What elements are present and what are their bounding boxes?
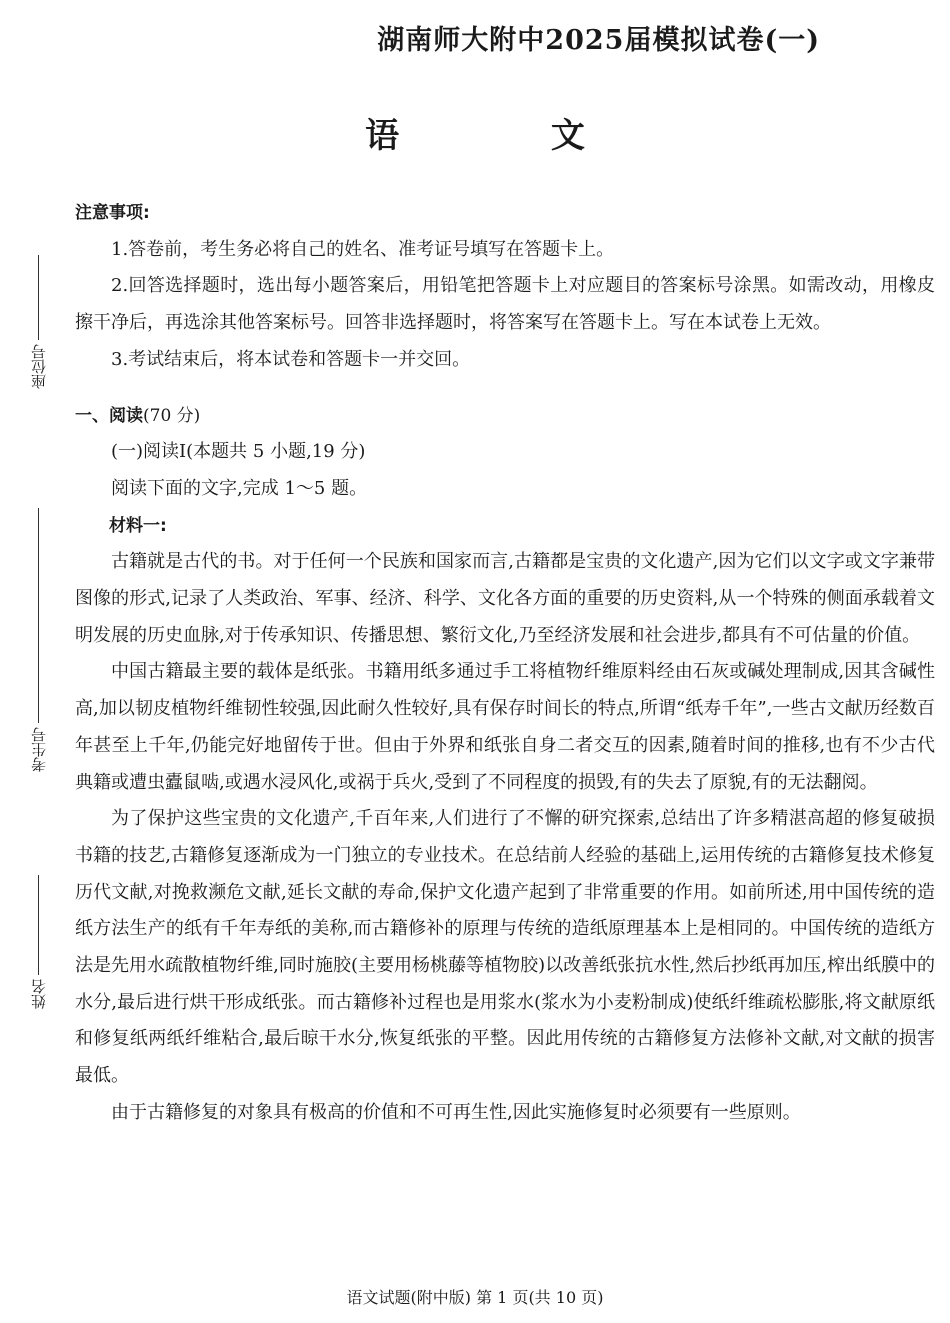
exam-id-field	[28, 508, 48, 772]
notice-item-2: 2.回答选择题时，选出每小题答案后，用铅笔把答题卡上对应题目的答案标号涂黑。如需改动，用橡皮擦干净后，再选涂其他答案标号。回答非选择题时，将答案写在答题卡上。写在本试卷上无效。	[75, 275, 935, 334]
paragraph-2: 中国古籍最主要的载体是纸张。书籍用纸多通过手工将植物纤维原料经由石灰或碱处理制成,因其含碱性高,加以韧皮植物纤维韧性较强,因此耐久性较好,具有保存时间长的特点,所谓“纸寿千年”,一些古文献历经数百年甚至上千年,仍能完好地留传于世。但由于外界和纸张自身二者交互的因素,随着时间的推移,也有不少古代典籍或遭虫蠹鼠啮,或遇水浸风化,或祸于兵火,受到了不同程度的损毁,有的失去了原貌,有的无法翻阅。	[75, 661, 935, 793]
reading-instruction: 阅读下面的文字,完成 1～5 题。	[111, 477, 368, 499]
material-label: 材料一:	[109, 515, 167, 536]
paragraph-1: 古籍就是古代的书。对于任何一个民族和国家而言,古籍都是宝贵的文化遗产,因为它们以文字或文字兼带图像的形式,记录了人类政治、军事、经济、科学、文化各方面的重要的历史资料,从一个特殊的侧面承载着文明发展的历史血脉,对于传承知识、传播思想、繁衍文化,乃至经济发展和社会进步,都具有不可估量的价值。	[75, 551, 935, 646]
notice-item-3: 3.考试结束后，将本试卷和答题卡一并交回。	[111, 348, 471, 370]
section-score: (70 分)	[143, 405, 201, 426]
sub-section-heading: (一)阅读Ⅰ(本题共 5 小题,19 分)	[111, 441, 366, 463]
paragraph-3: 为了保护这些宝贵的文化遗产,千百年来,人们进行了不懈的研究探索,总结出了许多精湛高超的修复破损书籍的技艺,古籍修复逐渐成为一门独立的专业技术。在总结前人经验的基础上,运用传统的古籍修复技术修复历代文献,对挽救濒危文献,延长文献的寿命,保护文化遗产起到了非常重要的作用。如前所述,用中国传统的造纸方法生产的纸有千年寿纸的美称,而古籍修补的原理与传统的造纸原理基本上是相同的。中国传统的造纸方法是先用水疏散植物纤维,同时施胶(主要用杨桃藤等植物胶)以改善纸张抗水性,然后抄纸再加压,榨出纸膜中的水分,最后进行烘干形成纸张。而古籍修补过程也是用浆水(浆水为小麦粉制成)使纸纤维疏松膨胀,将文献原纸和修复纸两纸纤维粘合,最后晾干水分,恢复纸张的平整。因此用传统的古籍修复方法修补文献,对文献的损害最低。	[75, 808, 935, 1087]
exam-content	[75, 195, 935, 1132]
exam-id-label: 考生号	[29, 727, 48, 772]
exam-header-title: 湖南师大附中2025届模拟试卷(一)	[377, 25, 820, 56]
seat-number-label: 座位号	[29, 344, 48, 389]
notice-heading: 注意事项:	[75, 203, 150, 223]
name-field	[28, 875, 48, 1009]
seat-number-field	[28, 255, 48, 389]
notice-item-1: 1.答卷前，考生务必将自己的姓名、准考证号填写在答题卡上。	[111, 238, 615, 260]
section-title: 一、阅读	[75, 405, 143, 426]
subject-title: 语 文	[365, 116, 655, 156]
paragraph-4: 由于古籍修复的对象具有极高的价值和不可再生性,因此实施修复时必须要有一些原则。	[111, 1101, 801, 1123]
page-footer: 语文试题(附中版) 第 1 页(共 10 页)	[346, 1288, 604, 1307]
name-label: 姓名	[29, 979, 48, 1009]
section-heading	[75, 398, 935, 435]
